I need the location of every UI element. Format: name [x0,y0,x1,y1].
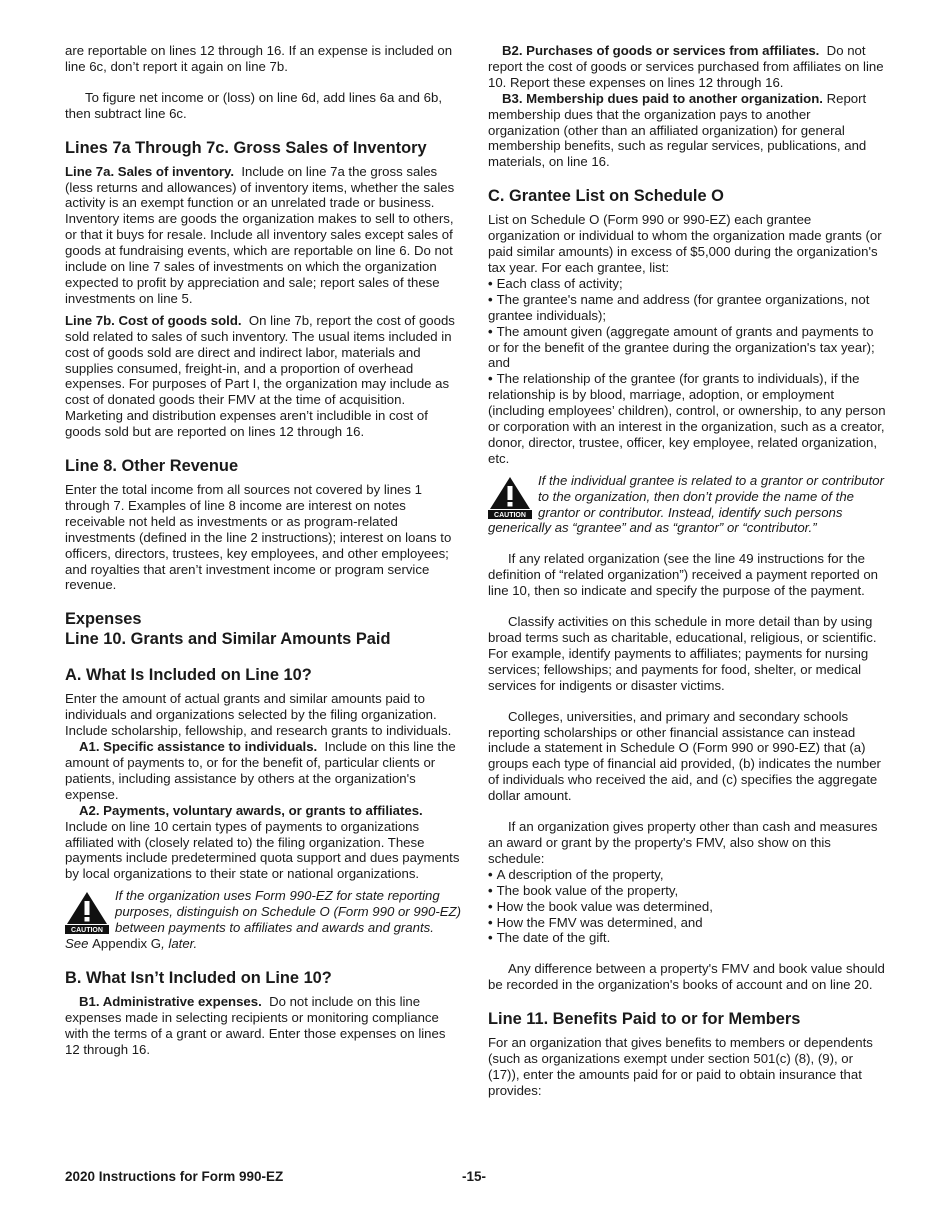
property-bullet-list [488,867,886,947]
page-number: -15- [462,1169,487,1184]
list-item: • The amount given (aggregate amount of grants and payments to or for the benefit of the grantee during the organization's tax year); and [488,323,875,371]
list-item: • A description of the property, [488,866,664,882]
a2-body: Include on line 10 certain types of payments to organizations affiliated with (closely related to) the filing organization. These payments include predetermined quota support and dues payments by local organizations to their state or national organizations. [65,818,460,882]
classify-paragraph: Classify activities on this schedule in more detail than by using broad terms such as charitable, educational, religious, or scientific. For example, identify payments to affiliates; payments for nursing services; fellowships; and payments for food, shelter, or medical services for indigents or disaster victims. [488,614,877,693]
heading-section-a: A. What Is Included on Line 10? [65,666,312,685]
caution-text-grantee: If the individual grantee is related to a grantor or contributor to the organization, then don’t provide the name of the grantor or contributor. Instead, identify such persons generically as “grantee” and as “grantor” or “contributor.” [488,472,885,536]
heading-line-8: Line 8. Other Revenue [65,457,239,476]
b2-lead: B2. Purchases of goods or services from affiliates. [502,43,820,58]
list-item: • The date of the gift. [488,930,611,946]
line-7b-lead: Line 7b. Cost of goods sold. [65,312,242,328]
a2-lead: A2. Payments, voluntary awards, or grants to affiliates. [79,802,423,818]
b2-body: Do not report the cost of goods or services purchased from affiliates on line 10. Report these expenses on lines 12 through 16. [488,43,884,90]
list-item: • The book value of the property, [488,882,679,898]
line-7a-paragraph [65,164,461,307]
list-item: • How the FMV was determined, and [488,914,703,930]
caution-icon-label: CAUTION [71,927,103,935]
a1-lead: A1. Specific assistance to individuals. [79,739,318,755]
a1-paragraph [65,739,461,803]
left-column [65,43,461,1058]
line-7b-body: On line 7b, report the cost of goods sold related to sales of such inventory. The usual items included in cost of goods sold are direct and indirect labor, materials and supplies consumed, freight-in, and a proportion of overhead expenses. For purposes of Part I, the organization may include as cost of donated goods their FMV at the time of acquisition. Marketing and distribution expenses aren’t includible in cost of goods sold but are reported on lines 12 through 16. [65,312,455,440]
intro-paragraph-1: are reportable on lines 12 through 16. If an expense is included on line 6c, don’t report it again on line 7b. [65,43,453,74]
line-11-paragraph: For an organization that gives benefits to members or dependents (such as organizations exempt under section 501(c) (8), (9), or (17)), enter the amounts paid for or paid to obtain insurance that provides: [488,1035,873,1098]
related-org-paragraph: If any related organization (see the line 49 instructions for the definition of “related organization”) received a payment reported on line 10, then so indicate and specify the purpose of the payment. [488,551,878,599]
caution-icon [488,475,532,519]
section-a-paragraph: Enter the amount of actual grants and similar amounts paid to individuals and organizations selected by the filing organization. Include scholarship, fellowship, and research grants to individuals. [65,691,452,739]
caution-icon [65,890,109,934]
intro-paragraph-2: To figure net income or (loss) on line 6d, add lines 6a and 6b, then subtract line 6c. [65,89,443,121]
grantee-bullet-list [488,276,886,467]
heading-expenses: Expenses [65,610,142,629]
list-item: • How the book value was determined, [488,898,713,914]
caution-icon-label: CAUTION [494,511,526,519]
b3-lead: B3. Membership dues paid to another organization. [502,90,823,106]
heading-lines-7a-7c: Lines 7a Through 7c. Gross Sales of Inventory [65,138,427,157]
section-c-paragraph: List on Schedule O (Form 990 or 990-EZ) each grantee organization or individual to whom the organization made grants (or paid similar amounts) in excess of $5,000 during the organization's tax year. For each grantee, list: [488,212,882,275]
list-item: • The grantee's name and address (for grantee organizations, not grantee individuals); [488,291,870,323]
b3-paragraph [488,91,886,171]
list-item: • The relationship of the grantee (for grants to individuals), if the relationship is by blood, marriage, adoption, or employment (including employees’ children), control, or ownership, to any person or corporation with an interest in the organization, such as a creator, donor, director, trustee, officer, key employee, related organization, etc. [488,371,886,466]
line-7a-body: Include on line 7a the gross sales (less returns and allowances) of inventory items, whether the sales activity is an exempt function or an unrelated trade or business. Inventory items are goods the organization makes to sell to others, or that it buys for resale. Include all inventory sales except sales of goods at fundraising events, which are reportable on line 6. Do not include on line 7 sales of investments on which the organization expected to profit by appreciation and sale; report sales of these investments on line 5. [65,163,455,306]
caution-note-grantee [488,473,886,537]
b1-paragraph [65,994,461,1058]
line-7a-lead: Line 7a. Sales of inventory. [65,163,235,179]
line-7b-paragraph [65,313,461,440]
list-item: • Each class of activity; [488,275,623,291]
b1-body: Do not include on this line expenses made in selecting recipients or monitoring compliance with the terms of a grant or award. Enter those expenses on lines 12 through 16. [65,993,446,1057]
heading-line-10: Line 10. Grants and Similar Amounts Paid [65,630,391,649]
heading-section-c: C. Grantee List on Schedule O [488,187,724,206]
b1-lead: B1. Administrative expenses. [79,993,262,1009]
a2-paragraph [65,803,461,883]
colleges-paragraph: Colleges, universities, and primary and secondary schools reporting scholarships or other financial assistance can instead include a statement in Schedule O (Form 990 or 990-EZ) that (a) groups each type of financial aid provided, (b) indicates the number of individuals who received the aid, and (c) specifies the aggregate dollar amount. [488,708,881,804]
heading-section-b: B. What Isn’t Included on Line 10? [65,968,332,987]
heading-line-11: Line 11. Benefits Paid to or for Members [488,1010,801,1029]
right-column [488,43,886,1099]
property-paragraph: If an organization gives property other than cash and measures an award or grant by the property's FMV, also show on this schedule: [488,819,878,866]
footer-title: 2020 Instructions for Form 990-EZ [65,1169,284,1184]
caution-text-affiliates: If the organization uses Form 990-EZ for state reporting purposes, distinguish on Schedule O (Form 990 or 990-EZ) between payments to affiliates and awards and grants. See Appendix G, later. [65,888,461,951]
line-8-paragraph: Enter the total income from all sources not covered by lines 1 through 7. Examples of line 8 income are interest on notes receivable not held as investments or as program-related investments (defined in the line 2 instructions); interest on loans to officers, directors, trustees, key employees, and other employees; and royalties that aren’t investment income or program service revenue. [65,482,452,593]
a1-body: Include on this line the amount of payments to, or for the benefit of, particular clients or patients, including assistance by others at the organization's expense. [65,739,456,802]
difference-paragraph: Any difference between a property's FMV and book value should be recorded in the organization's books of account and on line 20. [488,961,885,993]
caution-note-affiliates [65,888,461,952]
b3-body: Report membership dues that the organization pays to another organization (other than an affiliated organization) for general membership benefits, such as regular services, publications, and materials, on line 16. [488,90,867,170]
b2-paragraph [488,43,886,91]
appendix-g-reference: Appendix G [92,935,162,951]
